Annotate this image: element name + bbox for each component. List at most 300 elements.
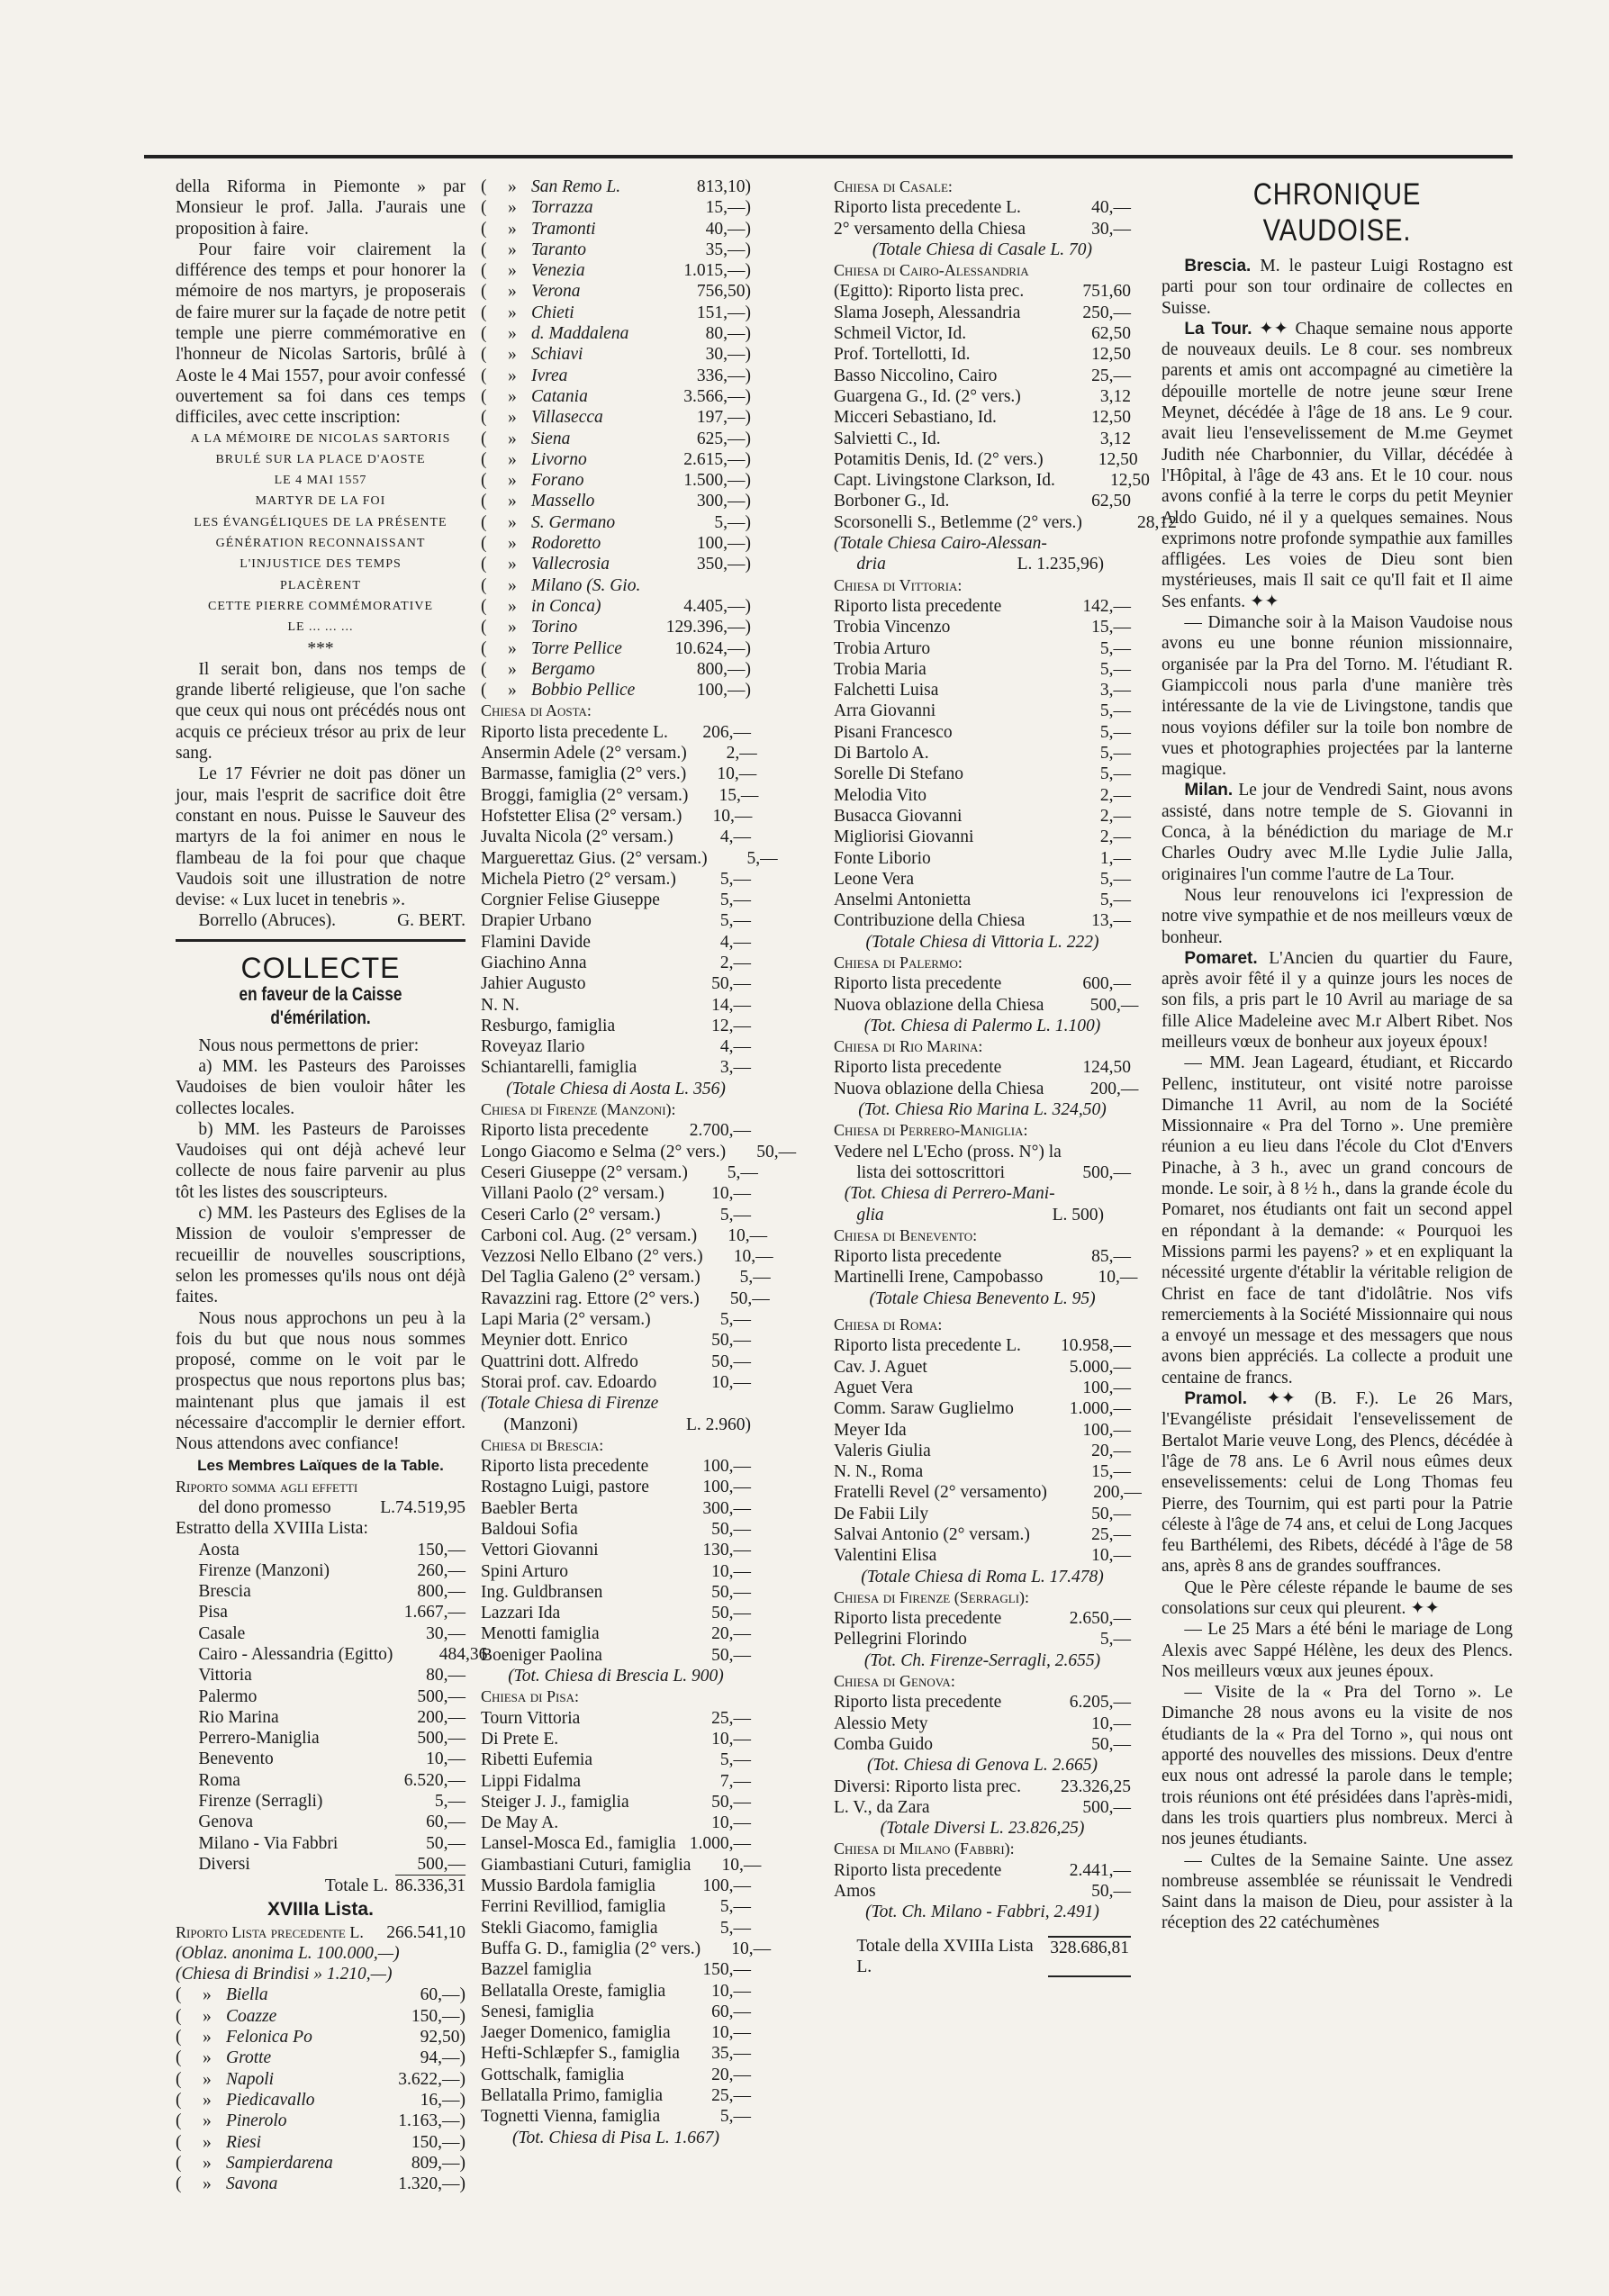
donor-row [834, 470, 1150, 491]
donor-name: Broggi, famiglia (2° versam.) [481, 785, 689, 805]
donor-amount: 10,— [711, 1981, 751, 2001]
donor-row [481, 533, 751, 554]
donor-row [834, 1482, 1142, 1503]
church-heading: Chiesa di Pisa: [481, 1687, 579, 1706]
donor-amount: 5,— [727, 1162, 758, 1182]
donor-row [176, 2006, 466, 2027]
donor-row [834, 1881, 1131, 1902]
donor-amount: 50,— [711, 1582, 751, 1602]
donor-name: Schmeil Victor, Id. [834, 324, 967, 344]
church-total: (Totale Chiesa di Roma L. 17.478) [861, 1567, 1104, 1586]
donor-row [481, 1939, 772, 1959]
donor-amount: 500,— [1082, 1162, 1131, 1182]
donor-row [481, 219, 751, 240]
donor-amount: 4.405,—) [683, 596, 751, 616]
inscription-line: LE ... ... ... [287, 620, 354, 635]
donor-name: Livorno [531, 449, 587, 469]
donor-amount: 12,— [711, 1016, 751, 1035]
donor-name: in Conca) [531, 596, 601, 616]
donor-row [176, 2027, 466, 2047]
donor-amount: 25,— [1091, 366, 1131, 385]
donor-name: (Egitto): Riporto lista prec. [834, 282, 1025, 302]
donor-name: Riporto lista precedente L. [834, 198, 1021, 218]
news-text: ✦✦ Chaque semaine nous apporte de nouveaux deuils. Le 8 cour. ses nombreux parents et amis ont accompagné au cimetière la dépouille mortelle de notre jeune sœur Irene Meynet, décédée à l'âge de 18 ans. Le 9 cour. avait lieu l'ensevelissement de M.me Geymet Judith née Charbonnier, du Villar, décédée à l'Hôpital, à l'âge de 43 ans. Et le 10 cour. nous avons confié à la terre le corps du petit Meynier Aldo Guido, né il y a quelques semaines. Nous exprimons notre profonde sympathie aux familles affligées. Les voies de Dieu sont bien mystérieuses, mais Il sait ce qu'Il fait et Il aime Ses enfants. ✦✦ [1162, 319, 1514, 611]
paren-mark: ( [481, 429, 487, 448]
donor-amount: 20,— [711, 2065, 751, 2084]
donor-row [834, 1335, 1131, 1356]
donor-row [176, 1812, 466, 1832]
donor-name: Rostagno Luigi, pastore [481, 1478, 649, 1497]
donor-name: De Fabii Lily [834, 1504, 929, 1523]
donor-amount: 2,— [719, 953, 751, 972]
donor-amount: 7,— [719, 1771, 751, 1791]
donor-name: Jahier Augusto [481, 974, 586, 994]
donor-name: Michela Pietro (2° versam.) [481, 869, 676, 889]
donor-row [834, 827, 1131, 847]
donor-amount: 3,— [1099, 681, 1131, 701]
donor-name: Baldoui Sofia [481, 1520, 578, 1539]
donor-name: Firenze (Serragli) [198, 1792, 323, 1812]
donor-row [481, 1812, 751, 1833]
donor-row [834, 197, 1131, 218]
inscription-line: L'INJUSTICE DES TEMPS [240, 557, 402, 572]
donor-name: Lapi Maria (2° versam.) [481, 1310, 651, 1330]
donor-amount: 15,—) [705, 198, 751, 218]
totale-label: Totale L. [324, 1876, 388, 1896]
donor-amount: 1.667,— [403, 1603, 466, 1623]
church-heading: Chiesa di Cairo-Alessandria [834, 261, 1029, 280]
ditto-mark: » [508, 618, 517, 637]
donor-amount: 500,— [417, 1854, 466, 1874]
donor-name: Sorelle Di Stefano [834, 764, 964, 784]
paren-mark: ( [176, 2028, 182, 2047]
donor-name: Trobia Arturo [834, 638, 931, 658]
donor-name: Riporto lista precedente L. [834, 1336, 1021, 1356]
paren-mark: ( [481, 303, 487, 322]
donor-amount: 124,50 [1082, 1058, 1131, 1078]
donor-row [176, 1602, 466, 1623]
donor-row [481, 659, 751, 680]
donor-row [834, 1057, 1131, 1078]
paren-mark: ( [176, 2069, 182, 2089]
donor-name: Genova [198, 1812, 253, 1832]
donor-amount: 300,—) [696, 492, 751, 511]
donor-row [481, 1519, 751, 1540]
donor-name: lista dei sottoscrittori [856, 1162, 1005, 1182]
church-total: (Totale Chiesa di Vittoria L. 222) [865, 932, 1099, 952]
donor-name: Bellatalla Primo, famiglia [481, 2086, 663, 2106]
donor-row [481, 1708, 751, 1729]
donor-row [481, 973, 751, 994]
donor-amount: 10,— [1091, 1713, 1131, 1733]
donor-row [176, 2090, 466, 2111]
donor-amount: 150,— [417, 1540, 466, 1559]
place-name: Pramol. [1184, 1389, 1248, 1409]
donor-amount: 100,—) [696, 681, 751, 701]
donor-amount: 15,— [1091, 1462, 1131, 1482]
donor-row [481, 722, 751, 743]
church-total-row [834, 554, 1131, 574]
donor-row [481, 827, 751, 847]
donor-name: Riporto lista precedente L. [481, 722, 668, 742]
donor-name: Rodoretto [531, 534, 601, 554]
donor-list [834, 197, 1131, 240]
donor-row [176, 2174, 466, 2194]
news-paragraph: — Le 25 Mars a été béni le mariage de Long Alexis avec Sappé Hélène, les deux des Plencs. Nos meilleurs vœux aux jeunes époux. [1162, 1620, 1513, 1681]
church-total-row [481, 1415, 751, 1435]
estratto-list [176, 1540, 488, 1876]
donor-amount: 10,— [711, 1561, 751, 1581]
donor-name: Salvietti C., Id. [834, 429, 941, 448]
donor-row [481, 1267, 771, 1288]
donor-name: Guargena G., Id. (2° vers.) [834, 386, 1021, 406]
inscription-line: LES ÉVANGÉLIQUES DE LA PRÉSENTE [194, 515, 447, 529]
donor-row [481, 1183, 751, 1204]
donor-name: Schiantarelli, famiglia [481, 1058, 637, 1078]
donor-amount: 5,— [1099, 1630, 1131, 1650]
donor-name: Valeris Giulia [834, 1441, 931, 1460]
donor-name: Corgnier Felise Giuseppe [481, 890, 660, 910]
riporto-label-2: del dono promesso [198, 1497, 331, 1517]
ditto-mark: » [508, 575, 517, 595]
ditto-mark: » [508, 386, 517, 406]
paren-mark: ( [176, 2132, 182, 2152]
paren-mark: ( [481, 240, 487, 259]
church-total: (Tot. Ch. Milano - Fabbri, 2.491) [865, 1903, 1099, 1922]
donor-name: Ceseri Carlo (2° versam.) [481, 1205, 661, 1225]
donor-amount: 5,— [434, 1792, 466, 1812]
donor-name: Roveyaz Ilario [481, 1037, 585, 1057]
church-total: (Tot. Chiesa di Palermo L. 1.100) [863, 1016, 1101, 1035]
donor-amount: 14,— [711, 995, 751, 1015]
ditto-mark: » [203, 2132, 212, 2152]
donor-row [176, 1560, 466, 1581]
riporto-amount: 74.519,95 [395, 1497, 466, 1517]
donor-amount: 5,— [1099, 701, 1131, 721]
donor-name: Vallecrosia [531, 555, 610, 574]
news-item-pomaret [1162, 948, 1513, 1053]
donor-amount: 10,— [728, 1225, 768, 1245]
donor-amount: 60,— [426, 1812, 466, 1832]
donor-row [481, 1477, 751, 1497]
donor-row [481, 1162, 758, 1183]
donor-name: Lazzari Ida [481, 1604, 561, 1623]
donor-amount: 50,— [1091, 1734, 1131, 1754]
church-total: (Totale Chiesa Benevento L. 95) [869, 1288, 1096, 1308]
paren-mark: ( [481, 618, 487, 637]
donor-row [481, 1855, 762, 1876]
donor-row [834, 890, 1131, 910]
donor-row [481, 1729, 751, 1749]
donor-amount: 756,50) [696, 282, 751, 302]
donor-amount: 2.650,— [1069, 1609, 1131, 1629]
donor-row [834, 785, 1131, 806]
donor-amount: 50,— [711, 1351, 751, 1371]
donor-name: Sampierdarena [226, 2153, 333, 2173]
paren-mark: ( [176, 2153, 182, 2173]
ditto-mark: » [508, 596, 517, 616]
church-heading: Chiesa di Palermo: [834, 953, 963, 972]
estratto-heading: Estratto della XVIIIa Lista: [176, 1519, 368, 1539]
donor-name: Comm. Saraw Guglielmo [834, 1399, 1014, 1419]
donor-row [481, 512, 751, 533]
donor-amount: 4,— [719, 1037, 751, 1057]
donor-amount: 2,— [726, 744, 757, 764]
lista-title: XVIIIa Lista. [267, 1898, 374, 1920]
grand-total-row [834, 1936, 1131, 1978]
news-item-latour [1162, 319, 1513, 612]
church-total: (Totale Chiesa Cairo-Alessan- [834, 534, 1047, 554]
donor-name: Vittoria [198, 1666, 252, 1686]
donor-amount: 12,50 [1110, 471, 1150, 491]
ditto-mark: » [508, 555, 517, 574]
donor-amount: 300,— [702, 1498, 751, 1518]
donor-row [176, 2132, 466, 2153]
donor-name: Cairo - Alessandria (Egitto) [198, 1645, 393, 1664]
donor-name: Savona [226, 2174, 278, 2194]
donor-amount: 800,— [417, 1582, 466, 1602]
donor-row [481, 1288, 770, 1309]
donor-row [481, 2002, 751, 2022]
donor-amount: 5,— [719, 1897, 751, 1917]
donor-name: Grotte [226, 2048, 272, 2068]
donor-row [834, 596, 1131, 617]
news-paragraph: — Cultes de la Semaine Sainte. Une assez nombreuse assemblée se réunissait le Vendredi Saint dans la maison de Dieu, pour assister à la réception des 22 catéchumènes [1162, 1850, 1513, 1933]
paren-mark: ( [481, 449, 487, 469]
donor-name: Fonte Liborio [834, 848, 931, 868]
donor-name: Benevento [198, 1749, 274, 1769]
donor-amount: 3,12 [1099, 386, 1131, 406]
church-heading: Chiesa di Brescia: [481, 1435, 604, 1454]
church-total-part: dria [856, 555, 886, 574]
paren-mark: ( [481, 471, 487, 491]
donor-row [176, 1854, 466, 1875]
donor-row [834, 869, 1131, 890]
donor-row [481, 1918, 751, 1939]
donor-row [834, 722, 1131, 743]
donor-row [834, 659, 1131, 680]
inscription-line: GÉNÉRATION RECONNAISSANT [215, 537, 426, 551]
church-total: (Tot. Chiesa di Pisa L. 1.667) [511, 2128, 720, 2147]
donor-name: L. V., da Zara [834, 1797, 930, 1817]
donor-name: Falchetti Luisa [834, 681, 939, 701]
donor-amount: 16,—) [420, 2090, 466, 2110]
paren-mark: ( [176, 2174, 182, 2194]
donor-name: Torre Pellice [531, 638, 622, 658]
donor-amount: 200,— [417, 1707, 466, 1727]
donor-name: Micceri Sebastiano, Id. [834, 408, 997, 428]
donor-row [481, 176, 751, 197]
donor-amount: 3,— [719, 1058, 751, 1078]
donor-name: Bazzel famiglia [481, 1960, 592, 1980]
donor-amount: 100,— [1082, 1420, 1131, 1440]
news-paragraph: — Visite de la « Pra del Torno ». Le Dimanche 28 nous avons eu la visite de nos étudiants de la « Pra del Torno », qui nous ont apporté des nouvelles des missions. Deux d'entre eux nous ont adressé la parole dans le temple; trois réunions ont été présidées dans l'après-midi, dans les trois quartiers plus nombreux. Merci à nos jeunes étudiants. [1162, 1683, 1513, 1849]
place-name: Milan. [1184, 781, 1234, 800]
paren-mark: ( [481, 198, 487, 218]
church-heading: Chiesa di Perrero-Maniglia: [834, 1121, 1028, 1140]
donor-name: Valentini Elisa [834, 1546, 937, 1566]
church-total-row [834, 1205, 1131, 1225]
donor-amount: 5,—) [714, 512, 751, 532]
ditto-mark: » [203, 2090, 212, 2110]
donor-row [176, 1707, 466, 1728]
donor-name: Contribuzione della Chiesa [834, 911, 1026, 931]
donor-row [481, 1246, 773, 1267]
donor-amount: 5,— [719, 1205, 751, 1225]
donor-amount: 10,— [712, 806, 753, 826]
donor-row [834, 1079, 1139, 1099]
donor-amount: 800,—) [696, 659, 751, 679]
donor-name: Tourn Vittoria [481, 1708, 581, 1728]
donor-row [834, 1629, 1131, 1650]
donor-name: Capt. Livingstone Clarkson, Id. [834, 471, 1055, 491]
totale-amount: 86.336,31 [395, 1876, 466, 1896]
donor-name: Salvai Antonio (2° versam.) [834, 1525, 1030, 1544]
donor-amount: 62,50 [1091, 492, 1131, 511]
donor-name: Nuova oblazione della Chiesa [834, 1079, 1044, 1098]
church-total: (Tot. Chiesa Rio Marina L. 324,50) [858, 1100, 1107, 1120]
donor-amount: 10,— [1091, 1546, 1131, 1566]
donor-amount: 5,— [719, 890, 751, 910]
donor-amount: 200,— [1093, 1483, 1142, 1503]
donor-amount: 813,10) [696, 177, 751, 196]
donor-row [481, 1959, 751, 1980]
donor-name: Slama Joseph, Alessandria [834, 303, 1021, 322]
donor-name: Resburgo, famiglia [481, 1016, 616, 1035]
ditto-mark: » [203, 2048, 212, 2068]
donor-amount: 50,— [711, 1792, 751, 1812]
donor-name: Busacca Giovanni [834, 806, 963, 826]
donor-row [834, 1461, 1131, 1482]
column-4 [1162, 176, 1513, 1934]
donor-amount: 10.624,—) [674, 638, 751, 658]
donor-row [481, 764, 757, 784]
donor-amount: 1.500,—) [683, 471, 751, 491]
donor-amount: 1.320,—) [398, 2174, 466, 2194]
donor-name: Prof. Tortellotti, Id. [834, 345, 971, 365]
donor-row [481, 260, 751, 281]
riporto-row [176, 1497, 466, 1518]
church-total-part: L. 1.235,96) [1017, 555, 1104, 574]
donor-amount: 625,—) [696, 429, 751, 448]
donor-row [481, 407, 751, 428]
donor-row [481, 596, 751, 617]
donor-amount: 5,— [719, 911, 751, 931]
donor-row [834, 617, 1131, 637]
donor-row [481, 1896, 751, 1917]
donor-name: Villani Paolo (2° versam.) [481, 1184, 664, 1204]
place-name: Pomaret. [1184, 948, 1258, 968]
donor-row [481, 638, 751, 659]
donor-row [176, 2047, 466, 2068]
donor-row [834, 680, 1131, 701]
donor-row [481, 890, 751, 910]
church-heading: Chiesa di Benevento: [834, 1225, 978, 1244]
donor-row [481, 575, 751, 596]
donor-amount: 1.163,—) [398, 2111, 466, 2131]
church-total: (Totale Chiesa di Casale L. 70) [872, 240, 1093, 259]
church-total: (Tot. Ch. Firenze-Serragli, 2.655) [863, 1650, 1101, 1670]
church-heading: Chiesa di Casale: [834, 177, 953, 195]
members-signature: Les Membres Laïques de la Table. [197, 1456, 444, 1474]
donor-name: Quattrini dott. Alfredo [481, 1351, 638, 1371]
donor-name: Amos [834, 1882, 876, 1902]
donor-amount: 10.958,— [1061, 1336, 1131, 1356]
donor-row [834, 1545, 1131, 1566]
donor-name: Piedicavallo [226, 2090, 315, 2110]
donor-row [481, 1142, 797, 1162]
lista-riporto-label: Riporto Lista precedente L. [176, 1922, 364, 1941]
donor-amount: 5,— [719, 1918, 751, 1938]
donor-name: Gottschalk, famiglia [481, 2065, 625, 2084]
donor-amount: 100,—) [696, 534, 751, 554]
news-item-brescia [1162, 256, 1513, 319]
totale-row [176, 1875, 466, 1896]
donor-amount: 197,—) [696, 408, 751, 428]
church-heading: Chiesa di Genova: [834, 1672, 955, 1691]
donor-amount: 130,— [702, 1541, 751, 1560]
paren-mark: ( [481, 512, 487, 532]
donor-name: Ing. Guldbransen [481, 1582, 603, 1602]
paren-mark: ( [481, 408, 487, 428]
ditto-mark: » [508, 408, 517, 428]
donor-row [481, 1645, 751, 1666]
ditto-mark: » [508, 324, 517, 344]
donor-name: Flamini Davide [481, 932, 591, 952]
paren-mark: ( [481, 575, 487, 595]
donor-amount: 50,— [711, 1645, 751, 1665]
donor-name: Lippi Fidalma [481, 1771, 582, 1791]
donor-name: Ivrea [531, 366, 568, 385]
donor-name: Venezia [531, 261, 585, 281]
donor-amount: 10,— [731, 1939, 772, 1958]
donor-row [834, 701, 1131, 721]
paren-mark: ( [481, 366, 487, 385]
donor-row [176, 1581, 466, 1602]
article-intro: della Riforma in Piemonte » par Monsieur le prof. Jalla. J'aurais une proposition à faire. [176, 177, 466, 239]
grand-total-label: Totale della XVIIIa Lista L. [856, 1936, 1034, 1976]
donor-row [481, 1309, 751, 1330]
donor-row [834, 995, 1139, 1016]
donor-name: Milano (S. Gio. [531, 575, 641, 595]
donor-name: Schiavi [531, 345, 583, 365]
donor-row [481, 1016, 751, 1036]
donor-row [834, 1441, 1131, 1461]
donor-row [834, 973, 1131, 994]
news-text: L'Ancien du quartier du Faure, après avoir fêté il y a quinze jours les noces de son fils, a pris part le 10 Avril au mariage de sa fille Alice Madeleine avec M.r Albert Ribet. Nos meilleurs vœux de bonheur aux joyeux époux! [1162, 948, 1513, 1052]
donor-amount: 50,— [756, 1142, 797, 1162]
place-name: La Tour. [1184, 319, 1252, 339]
donor-amount: 5,— [719, 1310, 751, 1330]
donor-name: Ravazzini rag. Ettore (2° vers.) [481, 1288, 700, 1308]
donor-amount: 500,— [1082, 1797, 1131, 1817]
donor-amount: 2,— [1099, 785, 1131, 805]
donor-name: Juvalta Nicola (2° versam.) [481, 827, 673, 847]
donor-row [834, 1504, 1131, 1524]
donor-name: Hofstetter Elisa (2° versam.) [481, 806, 682, 826]
donor-row [176, 1623, 466, 1644]
church-heading: Chiesa di Roma: [834, 1315, 943, 1334]
donor-amount: 12,50 [1091, 345, 1131, 365]
donor-name: Migliorisi Giovanni [834, 827, 974, 847]
chronique-title: CHRONIQUE VAUDOISE. [1252, 177, 1422, 248]
donor-row [176, 1770, 466, 1791]
donor-name: Vezzosi Nello Elbano (2° vers.) [481, 1247, 703, 1267]
ditto-mark: » [508, 303, 517, 322]
donor-amount: 5,— [719, 869, 751, 889]
donor-amount: 60,— [711, 2002, 751, 2021]
donor-name: Giambastiani Cuturi, famiglia [481, 1855, 692, 1875]
